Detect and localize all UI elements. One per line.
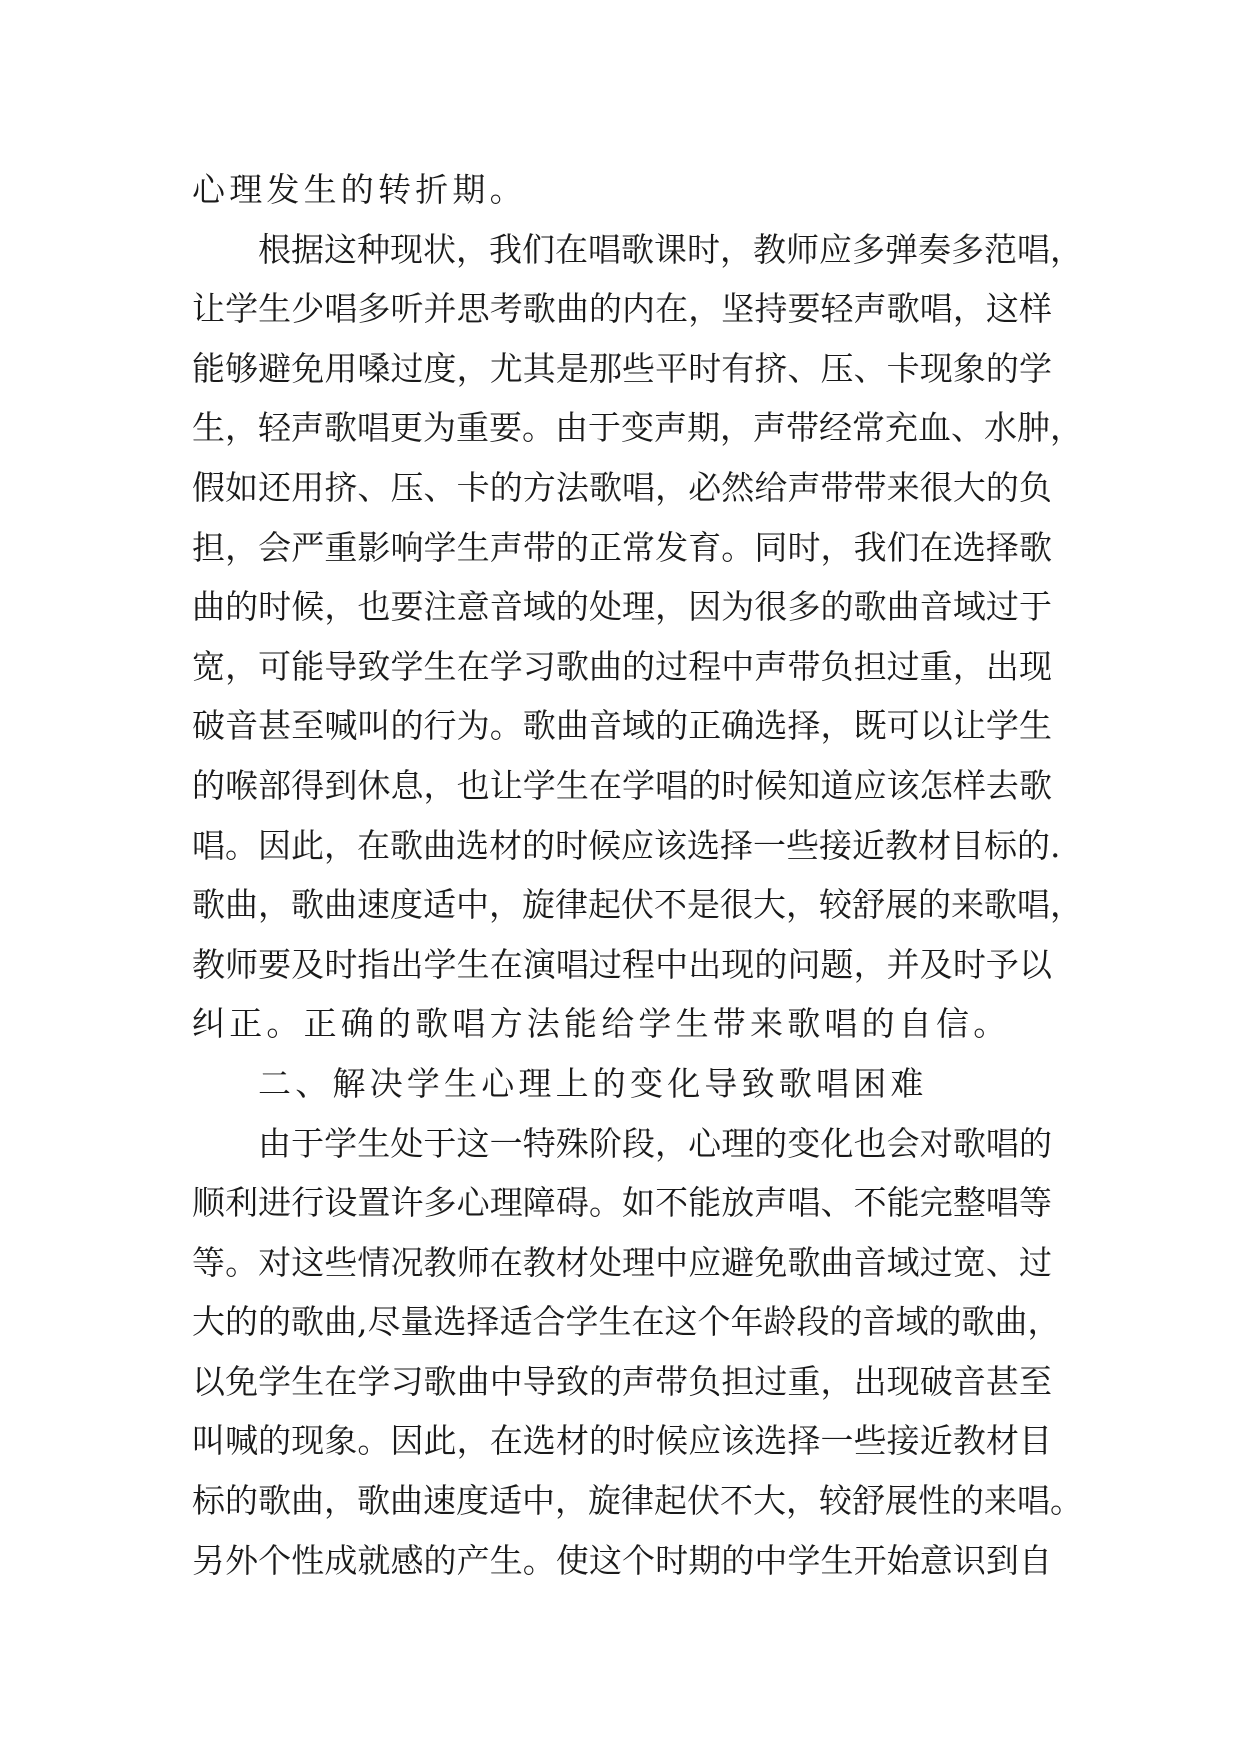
text-line: 等。对这些情况教师在教材处理中应避免歌曲音域过宽、过 — [192, 1242, 1052, 1282]
text-line: 生，轻声歌唱更为重要。由于变声期，声带经常充血、水肿， — [192, 408, 1083, 448]
text-line: 标的歌曲，歌曲速度适中，旋律起伏不大，较舒展性的来唱。 — [192, 1481, 1083, 1521]
text-line: 教师要及时指出学生在演唱过程中出现的问题，并及时予以 — [192, 944, 1052, 984]
body-text — [192, 160, 1083, 1590]
text-line: 歌曲，歌曲速度适中，旋律起伏不是很大，较舒展的来歌唱， — [192, 885, 1083, 925]
text-line: 唱。因此，在歌曲选材的时候应该选择一些接近教材目标的. — [192, 825, 1061, 865]
text-line: 顺利进行设置许多心理障碍。如不能放声唱、不能完整唱等 — [192, 1183, 1052, 1223]
text-line: 以免学生在学习歌曲中导致的声带负担过重，出现破音甚至 — [192, 1361, 1052, 1401]
text-line: 担，会严重影响学生声带的正常发育。同时，我们在选择歌 — [192, 527, 1052, 567]
text-line: 纠正。正确的歌唱方法能给学生带来歌唱的自信。 — [192, 1004, 1011, 1044]
text-line: 让学生少唱多听并思考歌曲的内在，坚持要轻声歌唱，这样 — [192, 289, 1052, 329]
text-line: 大的的歌曲,尽量选择适合学生在这个年龄段的音域的歌曲， — [192, 1302, 1061, 1342]
paragraph-first-line: 根据这种现状，我们在唱歌课时，教师应多弹奏多范唱， — [258, 229, 1083, 269]
text-line: 叫喊的现象。因此，在选材的时候应该选择一些接近教材目 — [192, 1421, 1052, 1461]
text-line: 破音甚至喊叫的行为。歌曲音域的正确选择，既可以让学生 — [192, 706, 1052, 746]
text-line: 另外个性成就感的产生。使这个时期的中学生开始意识到自 — [192, 1540, 1052, 1580]
text-line: 的喉部得到休息，也让学生在学唱的时候知道应该怎样去歌 — [192, 765, 1052, 805]
text-line: 心理发生的转折期。 — [192, 170, 527, 209]
section-heading: 二、解决学生心理上的变化导致歌唱困难 — [258, 1063, 928, 1103]
text-line: 能够避免用嗓过度，尤其是那些平时有挤、压、卡现象的学 — [192, 348, 1052, 388]
text-line: 假如还用挤、压、卡的方法歌唱，必然给声带带来很大的负 — [192, 467, 1052, 507]
paragraph-first-line: 由于学生处于这一特殊阶段，心理的变化也会对歌唱的 — [258, 1123, 1052, 1163]
text-line: 宽，可能导致学生在学习歌曲的过程中声带负担过重，出现 — [192, 646, 1052, 686]
text-line: 曲的时候，也要注意音域的处理，因为很多的歌曲音域过于 — [192, 587, 1052, 627]
